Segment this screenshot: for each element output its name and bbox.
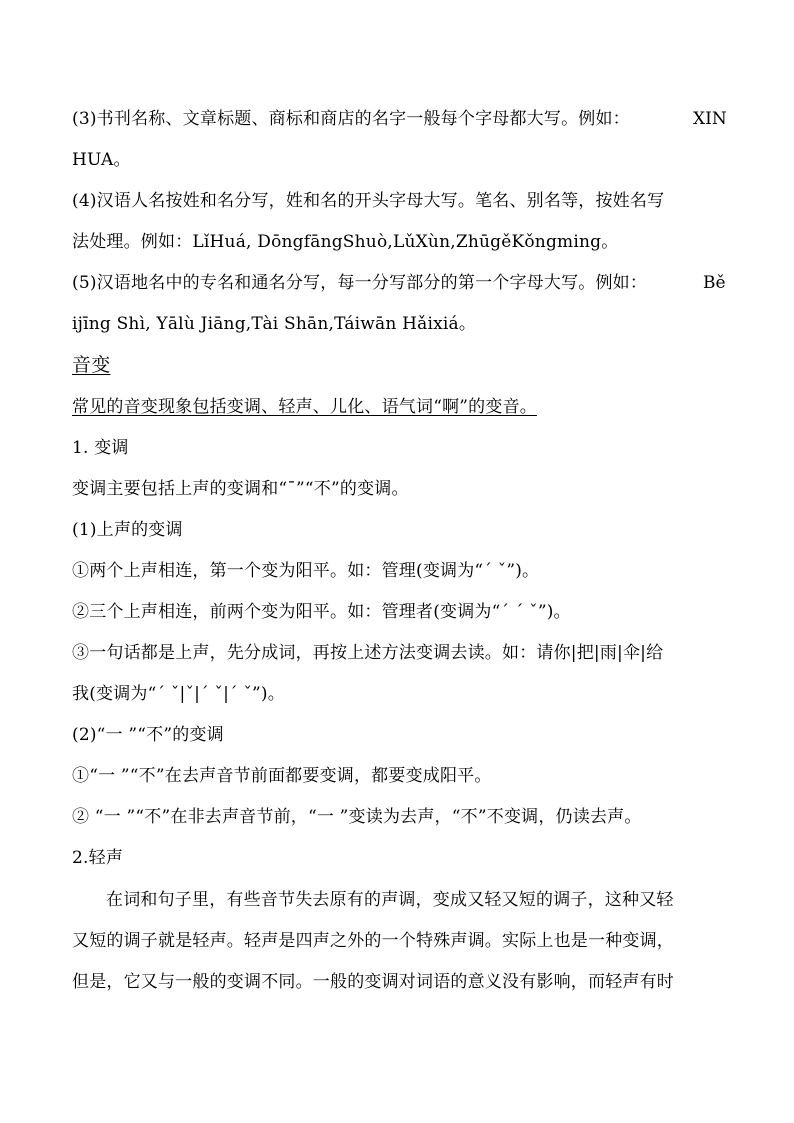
yi-bu-rule-b: ② “一 ”“不”在非去声音节前，“一 ”变读为去声，“不”不变调，仍读去声。 xyxy=(72,807,642,827)
third-tone-rule-c-line1: ③一句话都是上声，先分成词，再按上述方法变调去读。如：请你|把|雨|伞|给 xyxy=(72,643,664,663)
rule3-line1: (3)书刊名称、文章标题、商标和商店的名字一般每个字母都大写。例如： xyxy=(72,109,630,129)
rule5-example-be: Bě xyxy=(703,273,726,293)
section-title-sound-change: 音变 xyxy=(72,354,111,376)
rule5-line1: (5)汉语地名中的专名和通名分写，每一分写部分的第一个字母大写。例如： xyxy=(72,273,648,293)
sound-change-intro: 常见的音变现象包括变调、轻声、儿化、语气词“啊”的变音。 xyxy=(72,397,537,417)
rule3-line2: HUA。 xyxy=(72,150,131,170)
neutral-tone-para-line2: 又短的调子就是轻声。轻声是四声之外的一个特殊声调。实际上也是一种变调， xyxy=(72,931,674,951)
neutral-tone-para-line1: 在词和句子里，有些音节失去原有的声调，变成又轻又短的调子，这种又轻 xyxy=(106,890,674,910)
rule4-line2: 法处理。例如：LǐHuá, DōngfāngShuò,LǔXùn,ZhūgěKǒngming。 xyxy=(72,232,619,252)
yi-bu-rule-a: ①“一 ”“不”在去声音节前面都要变调，都要变成阳平。 xyxy=(72,766,492,786)
neutral-tone-para-line3: 但是，它又与一般的变调不同。一般的变调对词语的意义没有影响，而轻声有时 xyxy=(72,972,674,992)
third-tone-rule-a: ①两个上声相连，第一个变为阳平。如：管理(变调为“ˊ ˇ”)。 xyxy=(72,561,540,581)
third-tone-rule-c-line2: 我(变调为“ˊ ˇ|ˇ|ˊ ˇ|ˊ ˇ”)。 xyxy=(72,684,285,704)
subsection-title-neutral-tone: 2.轻声 xyxy=(72,848,124,868)
tone-sandhi-desc: 变调主要包括上声的变调和“ˉ”“不”的变调。 xyxy=(72,479,409,499)
third-tone-rule-b: ②三个上声相连，前两个变为阳平。如：管理者(变调为“ˊ ˊ ˇ”)。 xyxy=(72,602,571,622)
subsection-title-tone-sandhi: 1. 变调 xyxy=(72,438,129,458)
third-tone-sandhi-title: (1)上声的变调 xyxy=(72,520,183,540)
yi-bu-sandhi-title: (2)“一 ”“不”的变调 xyxy=(72,725,224,745)
rule4-line1: (4)汉语人名按姓和名分写，姓和名的开头字母大写。笔名、别名等，按姓名写 xyxy=(72,191,665,211)
rule5-line2: ijīng Shì, Yālù Jiāng,Tài Shān,Táiwān Hǎixiá。 xyxy=(72,314,477,334)
rule3-example-xin: XIN xyxy=(693,109,727,129)
